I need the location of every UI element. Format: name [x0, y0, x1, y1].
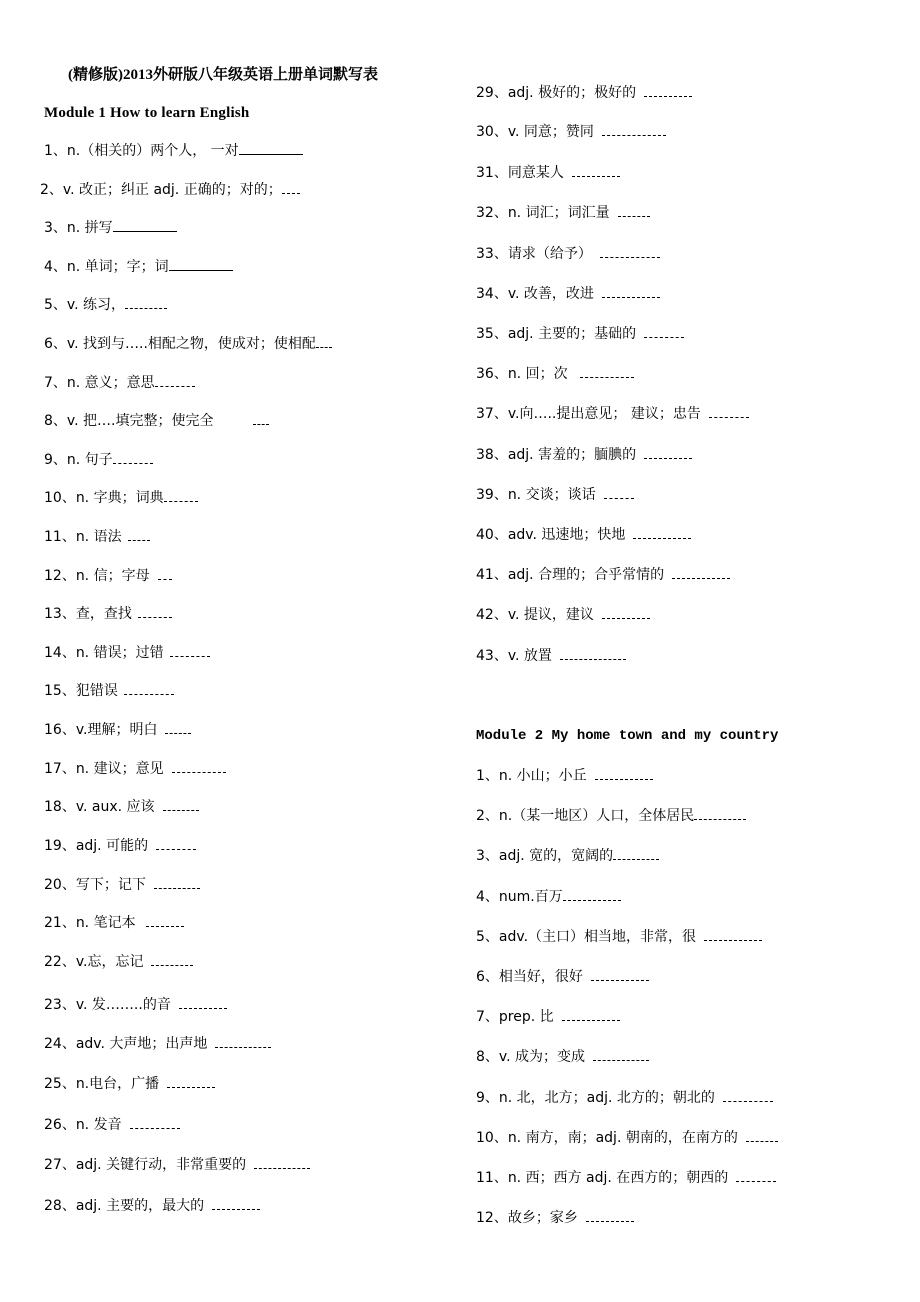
list-item: 7、n. 意义；意思	[44, 374, 195, 392]
list-item: 41、adj. 合理的；合乎常情的	[476, 566, 730, 584]
answer-blank[interactable]	[167, 1075, 215, 1088]
answer-blank[interactable]	[694, 807, 746, 820]
list-item: 1、n. 小山；小丘	[476, 767, 653, 785]
answer-blank[interactable]	[164, 489, 198, 502]
answer-blank[interactable]	[644, 446, 692, 459]
answer-blank[interactable]	[158, 567, 172, 580]
list-item: 19、adj. 可能的	[44, 837, 196, 855]
answer-blank[interactable]	[124, 682, 174, 695]
answer-blank[interactable]	[723, 1089, 773, 1102]
list-item: 4、n. 单词；字；词	[44, 258, 233, 276]
list-item: 9、n. 句子	[44, 451, 153, 469]
list-item: 36、n. 回；次	[476, 365, 634, 383]
answer-blank[interactable]	[572, 164, 620, 177]
answer-blank[interactable]	[562, 1008, 620, 1021]
list-item: 17、n. 建议；意见	[44, 760, 226, 778]
list-item: 5、v. 练习，	[44, 296, 167, 314]
list-item: 16、v.理解；明白	[44, 721, 191, 739]
answer-blank[interactable]	[672, 566, 730, 579]
answer-blank[interactable]	[704, 928, 762, 941]
answer-blank[interactable]	[215, 1035, 271, 1048]
answer-blank[interactable]	[172, 760, 226, 773]
answer-blank[interactable]	[253, 412, 269, 425]
list-item: 9、n. 北，北方；adj. 北方的；朝北的	[476, 1089, 773, 1107]
answer-blank[interactable]	[709, 405, 749, 418]
answer-blank[interactable]	[736, 1169, 776, 1182]
list-item: 5、adv.（主口）相当地，非常，很	[476, 928, 762, 946]
answer-blank[interactable]	[618, 204, 650, 217]
list-item: 24、adv. 大声地；出声地	[44, 1035, 271, 1053]
answer-blank[interactable]	[146, 914, 184, 927]
answer-blank[interactable]	[156, 837, 196, 850]
answer-blank[interactable]	[151, 953, 193, 966]
list-item: 33、请求（给予）	[476, 245, 660, 263]
answer-blank[interactable]	[125, 296, 167, 309]
list-item: 34、v. 改善，改进	[476, 285, 660, 303]
answer-blank[interactable]	[169, 258, 233, 271]
answer-blank[interactable]	[602, 123, 666, 136]
answer-blank[interactable]	[602, 606, 650, 619]
list-item: 3、adj. 宽的，宽阔的	[476, 847, 659, 865]
answer-blank[interactable]	[602, 285, 660, 298]
list-item: 1、n.（相关的）两个人， 一对	[44, 142, 303, 160]
list-item: 26、n. 发音	[44, 1116, 180, 1134]
answer-blank[interactable]	[613, 847, 659, 860]
list-item: 13、查，查找	[44, 605, 172, 623]
answer-blank[interactable]	[113, 451, 153, 464]
answer-blank[interactable]	[163, 798, 199, 811]
answer-blank[interactable]	[239, 142, 303, 155]
list-item: 31、同意某人	[476, 164, 620, 182]
answer-blank[interactable]	[128, 528, 150, 541]
answer-blank[interactable]	[563, 888, 621, 901]
list-item: 25、n.电台，广播	[44, 1075, 215, 1093]
list-item: 11、n. 语法	[44, 528, 150, 546]
answer-blank[interactable]	[212, 1197, 260, 1210]
list-item: 15、犯错误	[44, 682, 174, 700]
list-item: 18、v. aux. 应该	[44, 798, 199, 816]
list-item: 11、n. 西；西方 adj. 在西方的；朝西的	[476, 1169, 776, 1187]
module2-heading: Module 2 My home town and my country	[476, 728, 779, 744]
list-item: 27、adj. 关键行动，非常重要的	[44, 1156, 310, 1174]
list-item: 10、n. 南方，南；adj. 朝南的，在南方的	[476, 1129, 778, 1147]
list-item: 35、adj. 主要的；基础的	[476, 325, 684, 343]
answer-blank[interactable]	[580, 365, 634, 378]
list-item: 28、adj. 主要的，最大的	[44, 1197, 260, 1215]
list-item: 23、v. 发……..的音	[44, 996, 227, 1014]
list-item: 32、n. 词汇；词汇量	[476, 204, 650, 222]
list-item: 2、n.（某一地区）人口，全体居民	[476, 807, 746, 825]
answer-blank[interactable]	[604, 486, 634, 499]
list-item: 40、adv. 迅速地；快地	[476, 526, 691, 544]
answer-blank[interactable]	[586, 1209, 634, 1222]
list-item: 7、prep. 比	[476, 1008, 620, 1026]
list-item: 6、v. 找到与…..相配之物，使成对；使相配	[44, 335, 332, 353]
answer-blank[interactable]	[595, 767, 653, 780]
answer-blank[interactable]	[254, 1156, 310, 1169]
list-item: 37、v.向…..提出意见； 建议；忠告	[476, 405, 749, 423]
answer-blank[interactable]	[130, 1116, 180, 1129]
list-item: 22、v.忘，忘记	[44, 953, 193, 971]
answer-blank[interactable]	[644, 325, 684, 338]
list-item: 8、v. 把….填完整；使完全	[44, 412, 269, 430]
list-item: 10、n. 字典；词典	[44, 489, 198, 507]
list-item: 42、v. 提议，建议	[476, 606, 650, 624]
list-item: 38、adj. 害羞的；腼腆的	[476, 446, 692, 464]
answer-blank[interactable]	[633, 526, 691, 539]
list-item: 14、n. 错误；过错	[44, 644, 210, 662]
answer-blank[interactable]	[644, 84, 692, 97]
list-item: 4、num.百万	[476, 888, 621, 906]
module1-heading: Module 1 How to learn English	[44, 105, 250, 121]
answer-blank[interactable]	[154, 876, 200, 889]
list-item: 29、adj. 极好的；极好的	[476, 84, 692, 102]
list-item: 2、v. 改正；纠正 adj. 正确的；对的；	[40, 181, 300, 199]
answer-blank[interactable]	[600, 245, 660, 258]
page-title: (精修版)2013外研版八年级英语上册单词默写表	[68, 67, 378, 83]
list-item: 12、n. 信；字母	[44, 567, 172, 585]
list-item: 3、n. 拼写	[44, 219, 177, 237]
answer-blank[interactable]	[138, 605, 172, 618]
list-item: 12、故乡；家乡	[476, 1209, 634, 1227]
answer-blank[interactable]	[282, 181, 300, 194]
answer-blank[interactable]	[316, 335, 332, 348]
answer-blank[interactable]	[165, 721, 191, 734]
answer-blank[interactable]	[155, 374, 195, 387]
list-item: 20、写下；记下	[44, 876, 200, 894]
list-item: 43、v. 放置	[476, 647, 626, 665]
answer-blank[interactable]	[560, 647, 626, 660]
answer-blank[interactable]	[593, 1048, 649, 1061]
answer-blank[interactable]	[170, 644, 210, 657]
answer-blank[interactable]	[746, 1129, 778, 1142]
list-item: 8、v. 成为；变成	[476, 1048, 649, 1066]
list-item: 30、v. 同意；赞同	[476, 123, 666, 141]
answer-blank[interactable]	[113, 219, 177, 232]
list-item: 39、n. 交谈；谈话	[476, 486, 634, 504]
list-item: 6、相当好，很好	[476, 968, 649, 986]
list-item: 21、n. 笔记本	[44, 914, 184, 932]
answer-blank[interactable]	[179, 996, 227, 1009]
answer-blank[interactable]	[591, 968, 649, 981]
